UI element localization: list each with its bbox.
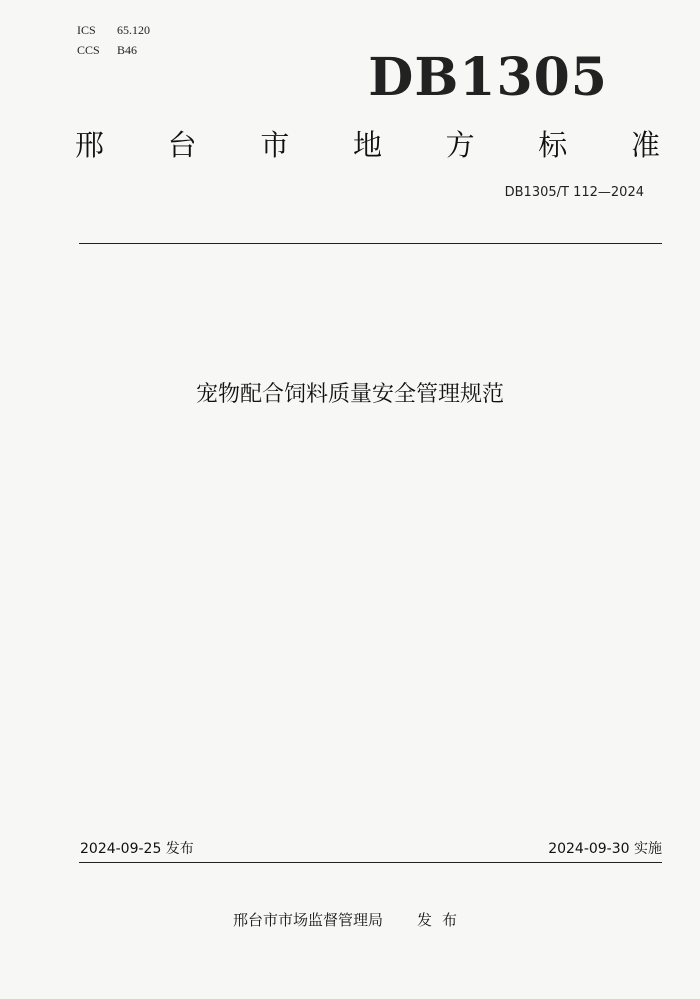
- ccs-label: CCS: [77, 43, 100, 57]
- standard-logo: DB1305: [368, 47, 608, 108]
- issuer-name: 邢台市市场监督管理局: [232, 911, 383, 929]
- standard-number: DB1305/T 112—2024: [504, 185, 644, 200]
- issuing-authority: [0, 908, 700, 932]
- standard-type-heading: [75, 125, 660, 165]
- ics-row: [77, 20, 150, 40]
- ccs-row: [77, 40, 150, 60]
- top-divider: [79, 243, 662, 244]
- ccs-value: B46: [117, 43, 138, 57]
- document-title: 宠物配合饲料质量安全管理规范: [195, 382, 504, 407]
- standard-type-char: 台: [167, 128, 197, 162]
- ics-label: ICS: [77, 23, 96, 37]
- release-date: 2024-09-25 发布: [80, 841, 194, 857]
- bottom-divider: [79, 862, 662, 863]
- issuer-action: 发布: [417, 911, 468, 929]
- standard-type-char: 市: [260, 128, 290, 162]
- ics-value: 65.120: [117, 23, 150, 37]
- standard-type-char: 地: [352, 128, 382, 162]
- standard-type-char: 方: [445, 128, 475, 162]
- standard-type-char: 邢: [75, 128, 105, 162]
- implementation-date: 2024-09-30 实施: [548, 841, 662, 857]
- classification-codes: [77, 20, 150, 60]
- standard-type-char: 准: [630, 128, 660, 162]
- standard-type-char: 标: [538, 128, 568, 162]
